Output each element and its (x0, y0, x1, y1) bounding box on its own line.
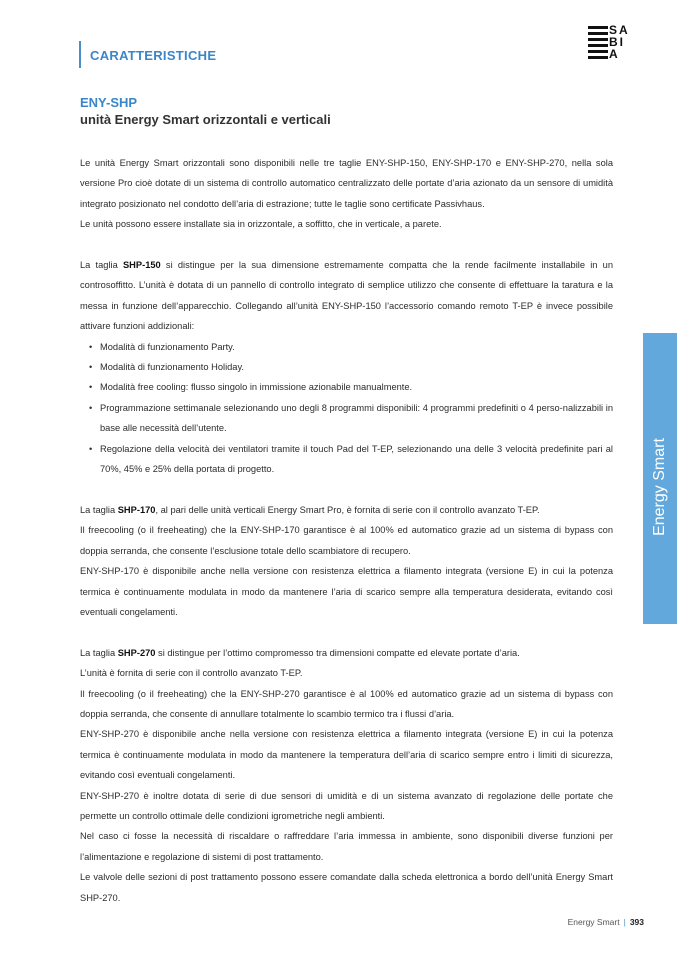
paragraph: Le unità possono essere installate sia in orizzontale, a soffitto, che in verticale, a parete. (80, 219, 442, 230)
logo-line: SA (609, 23, 630, 37)
paragraph: ENY-SHP-270 è inoltre dotata di serie di due sensori di umidità e di un sistema avanzato di regolazione delle portate che permette un controllo ottimale delle condizioni igrometriche negli ambienti. (80, 790, 613, 821)
model-code: SHP-270 (117, 647, 156, 658)
list-item: • Modalità free cooling: flusso singolo in immissione azionabile manualmente. (100, 377, 613, 397)
list-item: • Regolazione della velocità dei ventilatori tramite il touch Pad del T-EP, selezionando una delle 3 velocità predefinite pari al 70%, 45% e 25% della portata di progetto. (100, 439, 613, 480)
section-title: CARATTERISTICHE (90, 48, 217, 63)
model-code: SHP-170 (117, 504, 156, 515)
paragraph: La taglia SHP-170, al pari delle unità verticali Energy Smart Pro, è fornita di serie con il controllo avanzato T-EP. (80, 504, 540, 515)
logo-line: BI (609, 35, 625, 49)
paragraph: L’unità è fornita di serie con il controllo avanzato T-EP. (80, 668, 303, 679)
model-code: SHP-150 (122, 260, 161, 271)
paragraph: Il freecooling (o il freeheating) che la ENY-SHP-170 garantisce è al 100% ed automatico grazie ad un sistema di bypass con doppia serranda, che consente l’esclusione totale dello scambiatore di recupero. (80, 525, 613, 556)
paragraph: Le unità Energy Smart orizzontali sono disponibili nelle tre taglie ENY-SHP-150, ENY-SHP-170 e ENY-SHP-270, nella sola versione Pro cioè dotate di un sistema di controllo automatico centralizzato delle portate d’aria azionato da un sensore di umidità integrato posizionato nel condotto dell’aria di estrazione; tutte le taglie sono certificate Passivhaus. (80, 158, 613, 209)
paragraph: Le valvole delle sezioni di post trattamento possono essere comandate dalla scheda elettronica a bordo dell’unità Energy Smart SHP-270. (80, 872, 613, 903)
body-text (80, 153, 613, 908)
product-code: ENY-SHP (80, 95, 138, 110)
spacer (80, 479, 613, 499)
paragraph: Il freecooling (o il freeheating) che la ENY-SHP-270 garantisce è al 100% ed automatico grazie ad un sistema di bypass con doppia serranda, che consente di annullare totalmente lo scambio termico tra i flussi d’aria. (80, 688, 613, 719)
spacer (80, 622, 613, 642)
footer-separator: | (623, 917, 626, 927)
paragraph: ENY-SHP-170 è disponibile anche nella versione con resistenza elettrica a filamento integrata (versione E) in cui la potenza termica è continuamente modulata in modo da mantenere l’aria di scarico sempre alla temperatura desiderata, evitando così eventuali congelamenti. (80, 566, 613, 617)
page-footer (568, 917, 644, 927)
section-divider (79, 41, 81, 68)
spacer (80, 235, 613, 255)
logo-stripes-icon (588, 26, 608, 60)
paragraph: Nel caso ci fosse la necessità di riscaldare o raffreddare l’aria immessa in ambiente, sono disponibili diverse funzioni per l’alimentazione e regolazione di sistemi di post trattamento. (80, 831, 613, 862)
brand-logo (588, 23, 648, 62)
logo-text (609, 24, 645, 60)
page-number: 393 (629, 917, 644, 927)
paragraph: La taglia SHP-270 si distingue per l’ottimo compromesso tra dimensioni compatte ed elevate portate d’aria. (80, 647, 520, 658)
chapter-tab (643, 333, 677, 624)
list-item: • Programmazione settimanale selezionando uno degli 8 programmi disponibili: 4 programmi predefiniti o 4 perso-nalizzabili in base alle necessità dell’utente. (100, 398, 613, 439)
page-heading (80, 95, 331, 128)
logo-line: A (609, 47, 620, 61)
product-subtitle: unità Energy Smart orizzontali e verticali (80, 112, 331, 127)
paragraph: ENY-SHP-270 è disponibile anche nella versione con resistenza elettrica a filamento integrata (versione E) in cui la potenza termica è continuamente modulata in modo da mantenere la temperatura dell’aria di scarico sempre entro i limiti di sicurezza, evitando così eventuali congelamenti. (80, 729, 613, 781)
footer-label: Energy Smart (567, 917, 620, 927)
list-item: • Modalità di funzionamento Holiday. (100, 357, 613, 377)
feature-list (80, 337, 613, 480)
list-item: • Modalità di funzionamento Party. (100, 337, 613, 357)
paragraph: La taglia SHP-150 si distingue per la sua dimensione estremamente compatta che la rende facilmente installabile in un controsoffitto. L’unità è dotata di un pannello di controllo integrato di semplice utilizzo che consente di effettuare la taratura e la messa in funzione dell’apparecchio. Collegando all’unità ENY-SHP-150 l’accessorio comando remoto T-EP è invece possibile attivare funzioni addizionali: (80, 260, 613, 332)
chapter-tab-label: Energy Smart (651, 438, 668, 536)
